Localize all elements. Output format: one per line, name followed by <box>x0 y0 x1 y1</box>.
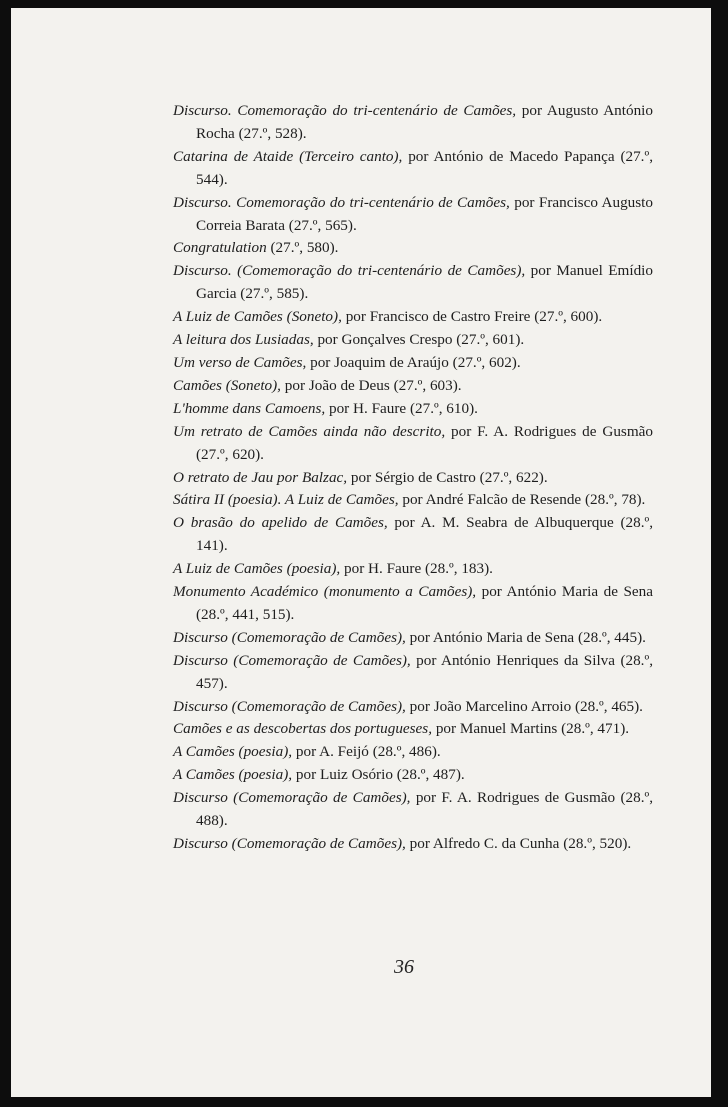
entry-title: Congratulation <box>173 239 267 257</box>
entry-title: Camões e as descobertas dos portugueses, <box>173 720 433 738</box>
page-number: 36 <box>394 956 414 978</box>
bibliography-entry <box>173 100 653 146</box>
bibliography-entry <box>173 489 653 512</box>
entry-details: por António Maria de Sena (28.º, 441, 515). <box>196 583 653 623</box>
entry-title: Camões (Soneto), <box>173 376 281 394</box>
entry-details: por André Falcão de Resende (28.º, 78). <box>398 491 646 509</box>
entry-details: por Joaquim de Araújo (27.º, 602). <box>306 353 521 371</box>
bibliography-entry <box>173 352 653 375</box>
bibliography-entry <box>173 260 653 306</box>
entry-title: Discurso (Comemoração de Camões), <box>173 697 406 715</box>
entry-details: por H. Faure (28.º, 183). <box>340 560 493 578</box>
bibliography-entry <box>173 467 653 490</box>
entry-title: Um retrato de Camões ainda não descrito, <box>173 422 446 440</box>
entry-details: por Augusto António Rocha (27.º, 528). <box>196 102 653 142</box>
entry-title: Discurso. Comemoração do tri-centenário de Camões, <box>173 102 517 119</box>
bibliography-entry <box>173 581 653 627</box>
bibliography-entry <box>173 741 653 764</box>
bibliography-entry <box>173 146 653 192</box>
entry-title: Discurso (Comemoração de Camões), <box>173 628 406 646</box>
entry-title: Discurso. Comemoração do tri-centenário de Camões, <box>173 193 510 211</box>
entry-title: Sátira II (poesia). A Luiz de Camões, <box>173 491 399 509</box>
bibliography-entry <box>173 627 653 650</box>
entry-details: por António Henriques da Silva (28.º, 457). <box>196 651 653 692</box>
bibliography-entry <box>173 421 653 467</box>
entry-title: A Luiz de Camões (Soneto), <box>173 308 342 326</box>
entry-details: por António de Macedo Papança (27.º, 544). <box>196 147 653 188</box>
entry-details: por Francisco Augusto Correia Barata (27.º, 565). <box>196 193 653 234</box>
entry-details: por A. Feijó (28.º, 486). <box>292 743 441 761</box>
scanned-page <box>11 8 711 1097</box>
entry-details: por Luiz Osório (28.º, 487). <box>292 766 465 784</box>
bibliography-entry <box>173 192 653 238</box>
bibliography-entry <box>173 764 653 787</box>
entry-title: A leitura dos Lusiadas, <box>173 331 314 349</box>
entry-details: por A. M. Seabra de Albuquerque (28.º, 141). <box>196 514 653 555</box>
bibliography-entry <box>173 306 653 329</box>
entry-details: por Alfredo C. da Cunha (28.º, 520). <box>405 835 632 852</box>
entry-title: L'homme dans Camoens, <box>173 399 326 417</box>
entry-title: Catarina de Ataide (Terceiro canto), <box>173 147 403 165</box>
bibliography-list <box>173 100 653 856</box>
entry-details: por João de Deus (27.º, 603). <box>280 376 462 394</box>
entry-title: Discurso (Comemoração de Camões), <box>173 835 406 852</box>
bibliography-entry <box>173 558 653 581</box>
entry-details: por João Marcelino Arroio (28.º, 465). <box>405 697 643 715</box>
bibliography-entry <box>173 787 653 833</box>
entry-details: por Manuel Emídio Garcia (27.º, 585). <box>196 262 653 303</box>
entry-title: A Luiz de Camões (poesia), <box>173 560 341 578</box>
entry-title: Discurso (Comemoração de Camões), <box>173 789 411 807</box>
entry-details: por Gonçalves Crespo (27.º, 601). <box>313 331 525 349</box>
entry-details: por António Maria de Sena (28.º, 445). <box>405 628 646 646</box>
bibliography-entry <box>173 375 653 398</box>
bibliography-entry <box>173 833 653 856</box>
entry-title: O retrato de Jau por Balzac, <box>173 468 348 486</box>
entry-details: por Manuel Martins (28.º, 471). <box>432 720 630 738</box>
entry-title: Monumento Académico (monumento a Camões), <box>173 583 477 601</box>
bibliography-entry <box>173 329 653 352</box>
entry-title: O brasão do apelido de Camões, <box>173 514 388 532</box>
entry-title: A Camões (poesia), <box>173 743 293 761</box>
bibliography-entry <box>173 512 653 558</box>
bibliography-entry <box>173 650 653 696</box>
entry-title: Discurso (Comemoração de Camões), <box>173 651 411 669</box>
bibliography-entry <box>173 696 653 719</box>
entry-details: (27.º, 580). <box>266 239 339 257</box>
entry-details: por H. Faure (27.º, 610). <box>325 399 478 417</box>
entry-title: Discurso. (Comemoração do tri-centenário de Camões), <box>173 262 526 280</box>
bibliography-entry <box>173 718 653 741</box>
entry-details: por F. A. Rodrigues de Gusmão (28.º, 488). <box>196 789 653 830</box>
entry-title: Um verso de Camões, <box>173 353 307 371</box>
bibliography-entry <box>173 237 653 260</box>
entry-details: por Francisco de Castro Freire (27.º, 600). <box>341 308 603 326</box>
entry-details: por F. A. Rodrigues de Gusmão (27.º, 620). <box>196 422 653 463</box>
entry-title: A Camões (poesia), <box>173 766 293 784</box>
bibliography-entry <box>173 398 653 421</box>
entry-details: por Sérgio de Castro (27.º, 622). <box>347 468 548 486</box>
